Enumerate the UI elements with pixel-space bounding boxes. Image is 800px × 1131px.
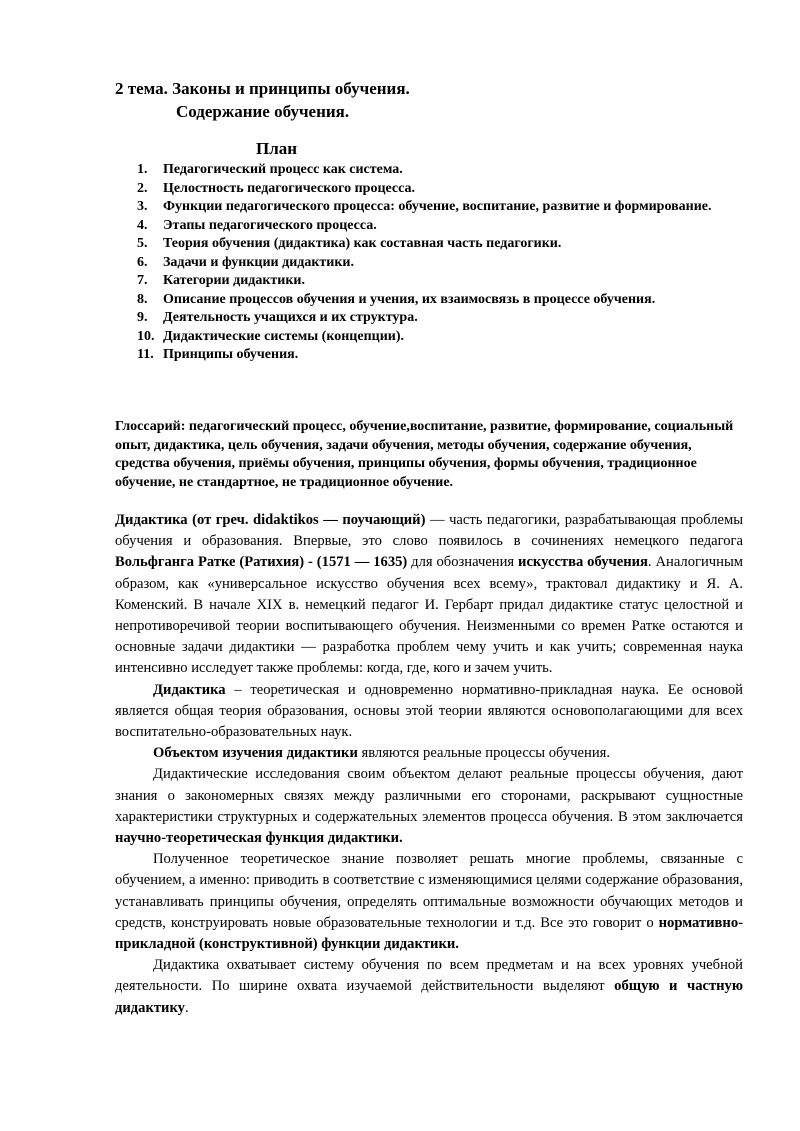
bold-term: нормативно-прикладной (конструктивной) функции дидактики. <box>115 914 743 953</box>
paragraph-text: . Аналогичным образом, как «универсальное искусство обучения всех всему», трактовал дидактику и Я. А. Коменский. В начале XIX в. немецкий педагог И. Гербарт придал дидактике статус целостной и непротиворечивой теории воспитывающего обучения. Неизменными со времен Ратке остаются и основные задачи дидактики — разработка проблем чему учить и как учить; современная наука интенсивно исследует также проблемы: когда, где, кого и зачем учить. <box>115 554 743 677</box>
plan-item-text: Теория обучения (дидактика) как составная часть педагогики. <box>163 236 562 251</box>
paragraph-text: для обозначения <box>407 554 519 571</box>
plan-item-number: 3. <box>137 199 148 214</box>
bold-term: искусства обучения <box>518 554 648 571</box>
paragraph-text: Дидактические исследования своим объектом делают реальные процессы обучения, дают знания о закономерных связях между различными его сторонами, раскрывают сущностные характеристики структурных и содержательных элементов процесса обучения. В этом заключается <box>115 766 743 825</box>
paragraph-didactics-science <box>115 680 743 744</box>
plan-item-text: Функции педагогического процесса: обучение, воспитание, развитие и формирование. <box>163 199 712 214</box>
bold-term: Вольфганга Ратке (Ратихия) - (1571 — 1635) <box>115 554 408 571</box>
glossary-paragraph: Глоссарий: педагогический процесс, обучение,воспитание, развитие, формирование, социальный опыт, дидактика, цель обучения, задачи обучения, методы обучения, содержание обучения, средства обучения, приёмы обучения, принципы обучения, формы обучения, традиционное обучение, не стандартное, не традиционное обучение. <box>115 419 734 490</box>
plan-item-text: Задачи и функции дидактики. <box>163 254 354 270</box>
plan-item-text: Этапы педагогического процесса. <box>163 217 377 233</box>
plan-item <box>137 291 743 310</box>
plan-item-number: 11. <box>137 347 154 362</box>
plan-item-text: Целостность педагогического процесса. <box>163 180 416 196</box>
plan-item-text: Категории дидактики. <box>163 273 305 288</box>
paragraph-text: Полученное теоретическое знание позволяет решать многие проблемы, связанные с обучением, а именно: приводить в соответствие с изменяющимися целями содержание образования, устанавливать принципы обучения, определять оптимальные возможности обучающих методов и средств, конструировать новые образовательные технологии и т.д. Все это говорит о <box>115 851 743 931</box>
topic-subtitle: Содержание обучения. <box>176 102 350 121</box>
plan-item <box>137 272 743 291</box>
topic-title: 2 тема. Законы и принципы обучения. <box>115 79 410 98</box>
plan-item-number: 8. <box>137 291 148 307</box>
plan-item <box>137 198 743 217</box>
plan-item-number: 2. <box>137 180 148 196</box>
plan-item-text: Принципы обучения. <box>163 347 299 362</box>
plan-list <box>137 161 743 365</box>
plan-item <box>137 309 743 328</box>
paragraph-text: . <box>184 999 189 1016</box>
plan-item-number: 7. <box>137 273 148 288</box>
paragraph-applied-function <box>115 849 743 955</box>
plan-item-text: Описание процессов обучения и учения, их взаимосвязь в процессе обучения. <box>163 291 656 307</box>
plan-item <box>137 346 743 365</box>
paragraph-theoretical-function <box>115 764 743 849</box>
plan-item-text: Деятельность учащихся и их структура. <box>163 310 418 325</box>
plan-item-text: Дидактические системы (концепции). <box>163 328 405 344</box>
plan-heading: План <box>256 139 298 158</box>
plan-item-text: Педагогический процесс как система. <box>163 162 403 177</box>
plan-item <box>137 180 743 199</box>
plan-item <box>137 161 743 180</box>
plan-item <box>137 328 743 347</box>
plan-item-number: 9. <box>137 310 148 325</box>
body-text <box>115 510 743 1019</box>
paragraph-text: являются реальные процессы обучения. <box>357 745 610 762</box>
bold-term: научно-теоретическая функция дидактики. <box>115 830 403 847</box>
plan-item-number: 4. <box>137 217 148 233</box>
plan-item <box>137 254 743 273</box>
paragraph-didactics-definition <box>115 510 743 680</box>
bold-term: Дидактика (от греч. didaktikos — поучающий) <box>115 512 426 528</box>
paragraph-object <box>115 743 743 764</box>
plan-item <box>137 217 743 236</box>
paragraph-general-special <box>115 955 743 1019</box>
bold-term: Объектом изучения дидактики <box>153 745 358 762</box>
paragraph-text: — часть педагогики, разрабатывающая проблемы обучения и образования. Впервые, это слово появилось в сочинениях немецкого педагога <box>115 512 744 550</box>
paragraph-text: – теоретическая и одновременно нормативно-прикладная наука. Ее основой является общая теория образования, основы этой теории являются основополагающими для всех воспитательно-образовательных наук. <box>115 681 743 741</box>
plan-item <box>137 235 743 254</box>
plan-item-number: 5. <box>137 236 148 251</box>
paragraph-text: Дидактика охватывает систему обучения по всем предметам и на всех уровнях учебной деятельности. По ширине охвата изучаемой действительности выделяют <box>115 957 743 995</box>
plan-item-number: 6. <box>137 254 148 270</box>
plan-item-number: 10. <box>137 328 155 344</box>
bold-term: общую и частную дидактику <box>115 978 743 1016</box>
bold-term: Дидактика <box>153 681 226 698</box>
plan-item-number: 1. <box>137 162 148 177</box>
